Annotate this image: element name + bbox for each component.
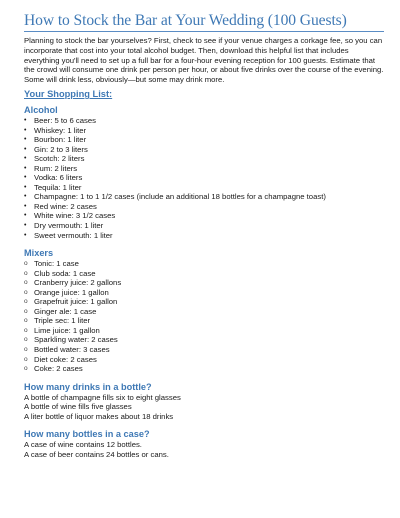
mixer-item-text: Bottled water: 3 cases xyxy=(34,345,110,355)
bullet-marker: • xyxy=(24,231,27,239)
alcohol-list xyxy=(24,116,384,240)
mixer-item-text: Grapefruit juice: 1 gallon xyxy=(34,297,118,307)
bullet-marker: o xyxy=(24,336,28,344)
bullet-marker: o xyxy=(24,279,28,287)
intro-paragraph: Planning to stock the bar yourselves? First, check to see if your venue charges a corkage fee, so you can incorporate that cost into your total alcohol budget. Then, download this helpful list that includes everything you'll need to set up a full bar for a four-hour evening reception for 100 guests. Estimate that the crowd will consume one drink per person per hour, or about five drinks over the course of the evening. Some will drink less, obviously—but some may drink more. xyxy=(24,36,384,85)
alcohol-item xyxy=(24,202,384,212)
bullet-marker: • xyxy=(24,145,27,153)
mixer-item-text: Tonic: 1 case xyxy=(34,259,79,269)
alcohol-item-text: Beer: 5 to 6 cases xyxy=(34,115,96,125)
alcohol-item-text: Dry vermouth: 1 liter xyxy=(34,221,104,230)
mixer-item xyxy=(24,259,384,269)
mixer-item-text: Triple sec: 1 liter xyxy=(34,316,91,326)
mixer-item-text: Diet coke: 2 cases xyxy=(34,354,97,364)
document-page xyxy=(24,12,384,468)
alcohol-item-text: Rum: 2 liters xyxy=(34,163,78,173)
bullet-marker: o xyxy=(24,326,28,334)
shopping-list-heading: Your Shopping List: xyxy=(24,88,113,99)
alcohol-item xyxy=(24,126,384,136)
alcohol-item-text: Red wine: 2 cases xyxy=(34,201,97,211)
alcohol-item-text: Scotch: 2 liters xyxy=(34,154,85,164)
alcohol-item xyxy=(24,173,384,183)
alcohol-heading: Alcohol xyxy=(24,104,58,115)
alcohol-item-text: Tequila: 1 liter xyxy=(34,182,82,192)
fact-line: A bottle of champagne fills six to eight glasses xyxy=(24,392,181,402)
bottles-per-case-text xyxy=(24,440,384,459)
mixer-item xyxy=(24,316,384,326)
bullet-marker: • xyxy=(24,222,27,229)
mixer-item-text: Orange juice: 1 gallon xyxy=(34,287,109,297)
alcohol-item-text: White wine: 3 1/2 cases xyxy=(34,211,116,221)
fact-line: A bottle of wine fills five glasses xyxy=(24,402,132,412)
bullet-marker: • xyxy=(24,164,27,172)
mixers-heading: Mixers xyxy=(24,248,54,259)
alcohol-item-text: Gin: 2 to 3 liters xyxy=(34,144,88,154)
mixer-item-text: Sparkling water: 2 cases xyxy=(34,335,118,345)
bullet-marker: • xyxy=(24,193,27,201)
mixer-item xyxy=(24,326,384,336)
page-title: How to Stock the Bar at Your Wedding (100 Guests) xyxy=(24,12,384,32)
alcohol-item-text: Champagne: 1 to 1 1/2 cases (include an additional 18 bottles for a champagne toast) xyxy=(34,192,326,202)
drinks-per-bottle-heading: How many drinks in a bottle? xyxy=(24,381,152,392)
bullet-marker: o xyxy=(24,307,28,315)
mixer-item-text: Lime juice: 1 gallon xyxy=(34,325,100,335)
bullet-marker: o xyxy=(24,260,28,268)
alcohol-item-text: Whiskey: 1 liter xyxy=(34,125,87,135)
bullet-marker: o xyxy=(24,288,28,296)
alcohol-item xyxy=(24,192,384,202)
bullet-marker: o xyxy=(24,346,28,354)
mixer-item xyxy=(24,278,384,288)
alcohol-item xyxy=(24,164,384,174)
mixer-item xyxy=(24,288,384,298)
bullet-marker: • xyxy=(24,116,27,124)
fact-line: A liter bottle of liquor makes about 18 drinks xyxy=(24,411,174,421)
fact-line: A case of beer contains 24 bottles or cans. xyxy=(24,450,169,460)
mixer-item xyxy=(24,345,384,355)
bullet-marker: • xyxy=(24,126,27,134)
bullet-marker: o xyxy=(24,355,28,363)
mixer-item xyxy=(24,307,384,317)
mixer-item xyxy=(24,364,384,374)
mixers-list xyxy=(24,259,384,374)
bottles-per-case-heading: How many bottles in a case? xyxy=(24,429,150,440)
bullet-marker: • xyxy=(24,202,27,210)
alcohol-item xyxy=(24,221,384,231)
mixer-item xyxy=(24,297,384,307)
alcohol-item xyxy=(24,211,384,221)
drinks-per-bottle-text xyxy=(24,393,384,422)
bullet-marker: • xyxy=(24,136,27,144)
mixer-item xyxy=(24,269,384,279)
mixer-item-text: Ginger ale: 1 case xyxy=(34,306,97,316)
alcohol-item xyxy=(24,145,384,155)
bullet-marker: • xyxy=(24,183,27,191)
mixer-item xyxy=(24,355,384,365)
fact-line: A case of wine contains 12 bottles. xyxy=(24,440,142,450)
alcohol-item xyxy=(24,135,384,145)
bullet-marker: • xyxy=(24,155,27,163)
alcohol-item xyxy=(24,231,384,241)
bullet-marker: o xyxy=(24,317,28,325)
bullet-marker: o xyxy=(24,269,28,277)
mixer-item-text: Coke: 2 cases xyxy=(34,364,83,374)
bullet-marker: • xyxy=(24,212,27,220)
mixer-item xyxy=(24,335,384,345)
bullet-marker: o xyxy=(24,298,28,306)
mixer-item-text: Cranberry juice: 2 gallons xyxy=(34,278,122,288)
alcohol-item-text: Bourbon: 1 liter xyxy=(34,135,87,145)
alcohol-item xyxy=(24,183,384,193)
bullet-marker: o xyxy=(24,365,28,373)
alcohol-item-text: Sweet vermouth: 1 liter xyxy=(34,230,113,240)
alcohol-item-text: Vodka: 6 liters xyxy=(34,173,83,183)
mixer-item-text: Club soda: 1 case xyxy=(34,268,96,278)
alcohol-item xyxy=(24,116,384,126)
bullet-marker: • xyxy=(24,174,27,182)
alcohol-item xyxy=(24,154,384,164)
